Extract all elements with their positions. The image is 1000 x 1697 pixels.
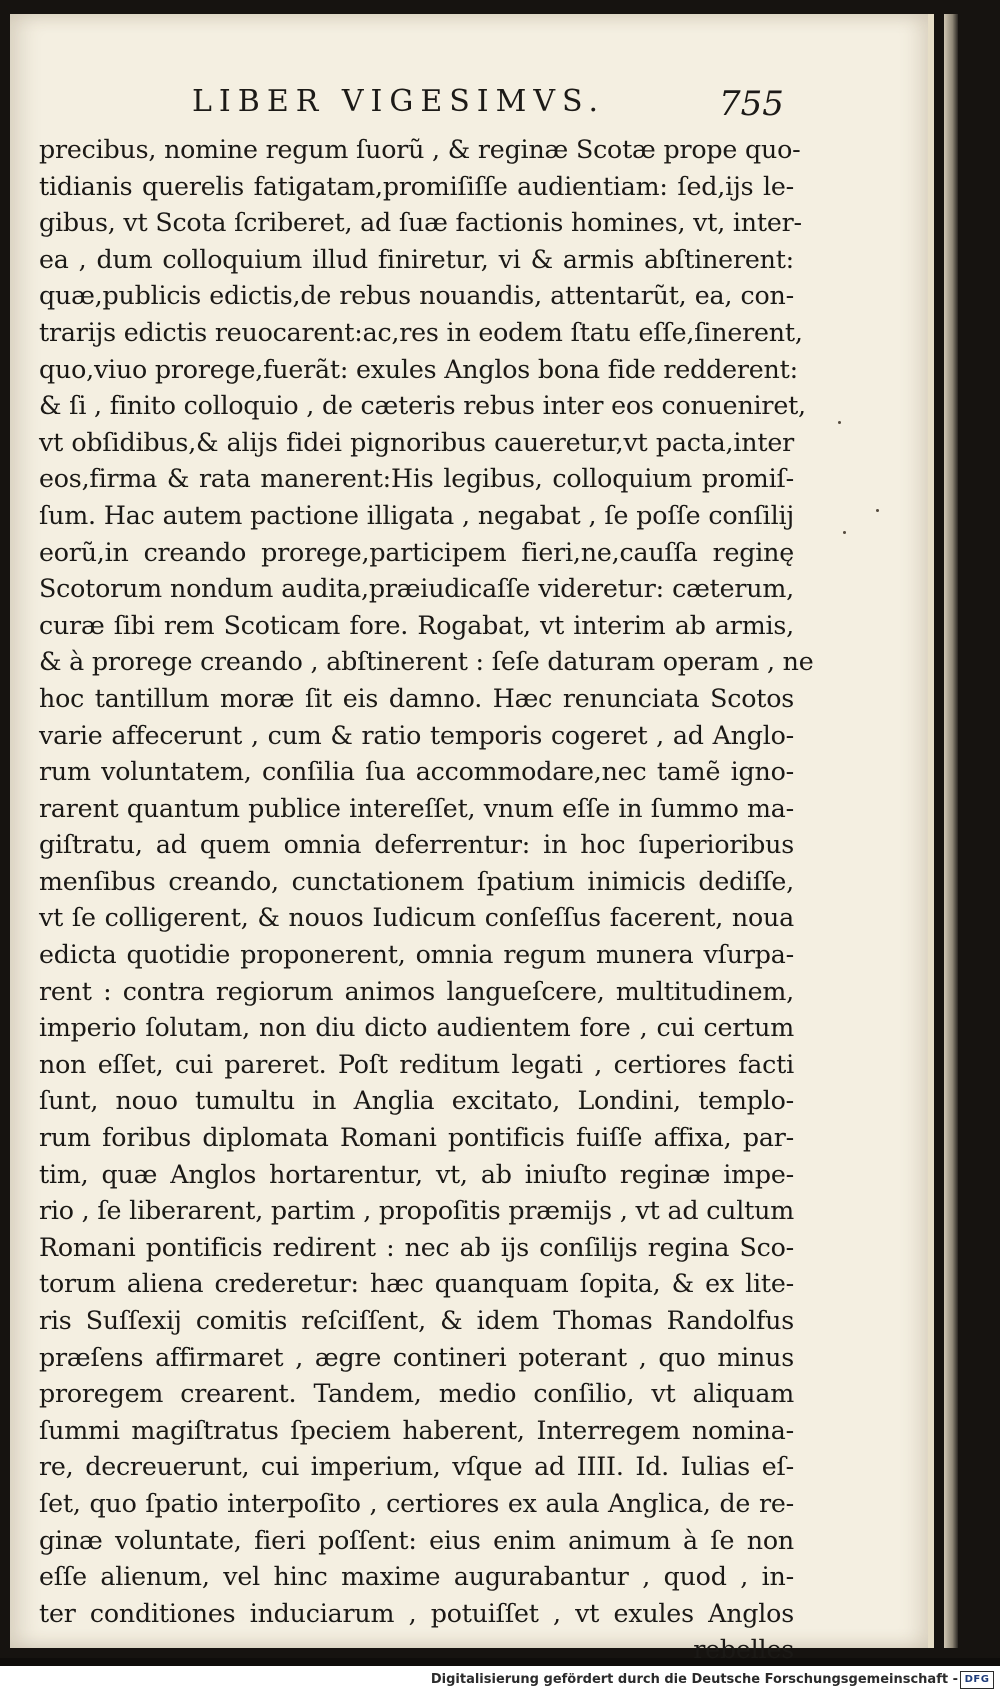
digitization-footer bbox=[0, 1666, 1000, 1697]
text-line: imperio ſolutam, non diu dicto audientem fore , cui certum bbox=[39, 1013, 794, 1043]
text-line: menſibus creando, cunctationem ſpatium inimicis dediſſe, bbox=[39, 866, 794, 896]
text-line: & ſi , finito colloquio , de cæteris rebus inter eos conueniret, bbox=[39, 391, 806, 421]
text-line: re, decreuerunt, cui imperium, vſque ad IIII. Id. Iulias eſ- bbox=[39, 1452, 794, 1482]
text-line: quæ,publicis edictis,de rebus nouandis, attentarũt, ea, con- bbox=[39, 281, 794, 311]
ink-speck bbox=[876, 509, 879, 512]
text-line: tidianis querelis fatigatam,promiſiſſe audientiam: ſed,ijs le- bbox=[39, 171, 794, 201]
book-page bbox=[10, 14, 934, 1665]
text-line: edicta quotidie proponerent, omnia regum munera vſurpa- bbox=[39, 940, 794, 970]
text-line: non eſſet, cui pareret. Poſt reditum legati , certiores facti bbox=[39, 1049, 794, 1079]
text-line: vt obſidibus,& alijs fidei pignoribus caueretur,vt pacta,inter bbox=[39, 427, 794, 457]
text-line: tim, quæ Anglos hortarentur, vt, ab iniuſto reginæ impe- bbox=[39, 1159, 794, 1189]
text-line: curæ ſibi rem Scoticam fore. Rogabat, vt interim ab armis, bbox=[39, 610, 794, 640]
text-line: trarijs edictis reuocarent:ac,res in eodem ſtatu eſſe,ſinerent, bbox=[39, 317, 803, 347]
text-line: rent : contra regiorum animos langueſcere, multitudinem, bbox=[39, 976, 794, 1006]
text-line: gibus, vt Scota ſcriberet, ad ſuæ factionis homines, vt, inter- bbox=[39, 208, 802, 238]
text-line: varie affecerunt , cum & ratio temporis cogeret , ad Anglo- bbox=[39, 720, 794, 750]
text-line: ſet, quo ſpatio interpoſito , certiores ex aula Anglica, de re- bbox=[39, 1488, 794, 1518]
body-text bbox=[39, 132, 814, 1669]
text-line: ter conditiones induciarum , potuiſſet , vt exules Anglos bbox=[39, 1598, 794, 1628]
footer-credit: Digitalisierung gefördert durch die Deutsche Forschungsgemeinschaft - bbox=[430, 1672, 958, 1687]
text-line: eorũ,in creando prorege,participem fieri,ne,cauſſa reginę bbox=[39, 537, 794, 567]
text-line: rio , ſe liberarent, partim , propoſitis præmijs , vt ad cultum bbox=[39, 1196, 794, 1226]
page-edge bbox=[944, 14, 958, 1648]
text-line: giſtratu, ad quem omnia deferrentur: in hoc ſuperioribus bbox=[39, 830, 794, 860]
text-line: ſum. Hac autem pactione illigata , negabat , ſe poſſe conſilij bbox=[39, 500, 794, 530]
text-line: ſummi magiſtratus ſpeciem haberent, Interregem nomina- bbox=[39, 1415, 794, 1445]
text-line: rum foribus diplomata Romani pontificis fuiſſe affixa, par- bbox=[39, 1123, 794, 1153]
catchword: rebelles bbox=[693, 1635, 794, 1665]
text-line: proregem crearent. Tandem, medio conſilio, vt aliquam bbox=[39, 1379, 794, 1409]
page-number: 755 bbox=[719, 84, 784, 124]
text-line: rarent quantum publice intereſſet, vnum eſſe in ſummo ma- bbox=[39, 793, 794, 823]
text-line: hoc tantillum moræ ſit eis damno. Hæc renunciata Scotos bbox=[39, 683, 794, 713]
ink-speck bbox=[838, 421, 841, 424]
dfg-logo: DFG bbox=[960, 1671, 994, 1689]
text-line: vt ſe colligerent, & nouos Iudicum conſeſſus facerent, noua bbox=[39, 903, 794, 933]
text-line: Scotorum nondum audita,præiudicaſſe videretur: cæterum, bbox=[39, 574, 794, 604]
text-line: ris Suſſexij comitis reſciſſent, & idem Thomas Randolfus bbox=[39, 1306, 794, 1335]
text-line: quo,viuo prorege,fuerãt: exules Anglos bona fide redderent: bbox=[39, 354, 798, 384]
text-line: Romani pontificis redirent : nec ab ijs conſilijs regina Sco- bbox=[39, 1232, 794, 1262]
ink-speck bbox=[843, 531, 846, 534]
text-line: eos,firma & rata manerent:His legibus, colloquium promiſ- bbox=[39, 464, 794, 494]
text-line: & à prorege creando , abſtinerent : ſeſe daturam operam , ne bbox=[39, 647, 814, 677]
text-line: præſens affirmaret , ægre contineri poterant , quo minus bbox=[39, 1342, 794, 1372]
text-line: ſunt, nouo tumultu in Anglia excitato, Londini, templo- bbox=[39, 1086, 794, 1116]
text-line: precibus, nomine regum ſuorũ , & reginæ Scotæ prope quo- bbox=[39, 135, 801, 164]
running-title: LIBER VIGESIMVS. bbox=[192, 84, 606, 119]
text-line: ginæ voluntate, fieri poſſent: eius enim animum à ſe non bbox=[39, 1525, 794, 1555]
text-line: eſſe alienum, vel hinc maxime augurabantur , quod , in- bbox=[39, 1562, 794, 1592]
text-line: rum voluntatem, conſilia ſua accommodare,nec tamẽ igno- bbox=[39, 757, 794, 787]
text-line: torum aliena crederetur: hæc quanquam ſopita, & ex lite- bbox=[39, 1269, 794, 1299]
text-line: ea , dum colloquium illud finiretur, vi & armis abſtinerent: bbox=[39, 244, 794, 274]
